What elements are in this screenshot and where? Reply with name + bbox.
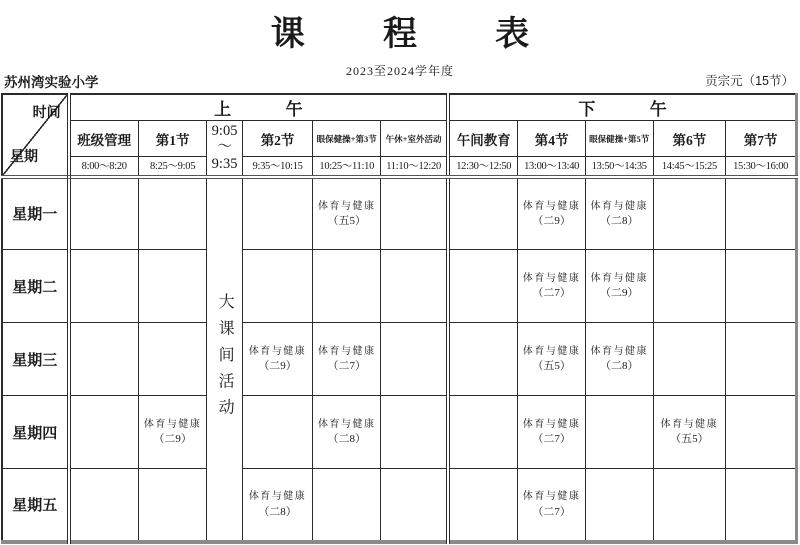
schedule-cell	[726, 396, 797, 469]
lesson-class: （二7）	[532, 505, 571, 518]
schedule-cell	[138, 396, 207, 469]
time-period-6: 14:45～15:25	[653, 157, 726, 177]
lesson-class: （二7）	[327, 360, 366, 373]
schedule-cell	[585, 396, 653, 469]
schedule-cell	[726, 250, 797, 323]
schedule-cell	[242, 177, 313, 250]
lesson-class: （二8）	[599, 215, 639, 228]
session-afternoon: 下午	[448, 94, 796, 121]
schedule-cell	[381, 469, 449, 542]
lesson-class: （二7）	[532, 287, 571, 300]
col-label-eye-exercise-period-3: 眼保健操+第3节	[313, 121, 381, 157]
schedule-cell	[585, 250, 653, 323]
time-period-1: 8:25～9:05	[138, 157, 207, 177]
lesson-class: （五5）	[532, 360, 571, 373]
schedule-cell	[313, 177, 381, 250]
lesson-subject: 体育与健康	[248, 491, 307, 503]
schedule-cell	[448, 323, 518, 396]
session-header-row	[2, 94, 797, 121]
schedule-cell	[585, 177, 653, 250]
corner-time-label: 时间	[32, 106, 61, 121]
schedule-cell	[242, 469, 313, 542]
school-name: 苏州湾实验小学	[4, 75, 99, 90]
schedule-cell	[518, 250, 586, 323]
schedule-cell	[313, 250, 381, 323]
schedule-cell	[138, 250, 207, 323]
schedule-cell	[653, 177, 726, 250]
time-lunch-outdoor: 11:10～12:20	[381, 157, 449, 177]
schedule-cell	[313, 323, 381, 396]
schedule-cell	[69, 396, 139, 469]
col-label-noon-education: 午间教育	[448, 121, 518, 157]
lesson-subject: 体育与健康	[590, 272, 648, 284]
lesson-class: （五5）	[327, 215, 366, 228]
time-eye-exercise-period-3: 10:25～11:10	[313, 157, 381, 177]
schedule-cell	[448, 396, 518, 469]
schedule-cell	[518, 323, 586, 396]
col-label-eye-exercise-period-5: 眼保健操+第5节	[585, 121, 653, 157]
lesson-subject: 体育与健康	[522, 491, 581, 503]
time-period-7: 15:30～16:00	[726, 157, 797, 177]
lesson-subject: 体育与健康	[143, 418, 202, 430]
schedule-cell	[726, 323, 797, 396]
time-noon-education: 12:30～12:50	[448, 157, 518, 177]
schedule-cell	[313, 396, 381, 469]
schedule-cell	[653, 323, 726, 396]
day-label: 星期四	[2, 396, 69, 469]
lesson-subject: 体育与健康	[317, 200, 376, 212]
schedule-cell	[242, 396, 313, 469]
lesson-class: （二8）	[258, 505, 297, 518]
lesson-class: （二9）	[599, 287, 639, 300]
lesson-class: （二9）	[532, 215, 571, 228]
schedule-cell	[138, 469, 207, 542]
day-row-4	[2, 396, 797, 469]
schedule-cell	[653, 396, 726, 469]
schedule-cell	[138, 323, 207, 396]
period-label-row	[2, 121, 797, 157]
day-row-3	[2, 323, 797, 396]
lesson-subject: 体育与健康	[522, 272, 581, 284]
time-period-4: 13:00～13:40	[518, 157, 586, 177]
lesson-class: （五5）	[670, 433, 709, 446]
col-label-period-7: 第7节	[726, 121, 797, 157]
col-label-class-management: 班级管理	[69, 121, 139, 157]
lesson-subject: 体育与健康	[317, 418, 376, 430]
corner-cell	[2, 94, 69, 177]
schedule-cell	[518, 469, 586, 542]
time-class-management: 8:00～8:20	[69, 157, 139, 177]
lesson-class: （二8）	[599, 360, 639, 373]
schedule-cell	[381, 323, 449, 396]
schedule-cell	[313, 469, 381, 542]
timetable	[1, 93, 798, 544]
lesson-class: （二9）	[153, 433, 192, 446]
big-break-time	[207, 121, 242, 177]
schedule-cell	[518, 396, 586, 469]
time-period-2: 9:35～10:15	[242, 157, 313, 177]
corner-week-label: 星期	[10, 149, 38, 165]
big-break-start: 9:05	[211, 122, 238, 139]
col-label-lunch-outdoor: 午休+室外活动	[381, 121, 449, 157]
schedule-body	[2, 177, 797, 542]
time-eye-exercise-period-5: 13:50～14:35	[585, 157, 653, 177]
schedule-cell	[69, 250, 139, 323]
schedule-cell	[69, 177, 139, 250]
col-label-period-6: 第6节	[653, 121, 726, 157]
col-label-period-1: 第1节	[138, 121, 207, 157]
schedule-cell	[242, 323, 313, 396]
schedule-cell	[69, 469, 139, 542]
day-row-1	[2, 177, 797, 250]
teacher-name: 贡宗元（15节）	[705, 74, 794, 88]
day-row-2	[2, 250, 797, 323]
schedule-cell	[381, 177, 449, 250]
lesson-subject: 体育与健康	[522, 418, 581, 430]
academic-year: 2023至2024学年度	[345, 64, 454, 78]
big-break-end: 9:35	[211, 156, 238, 173]
day-label: 星期一	[2, 177, 69, 250]
session-morning: 上午	[69, 94, 449, 121]
big-break-activity-cell	[207, 177, 242, 542]
page-header	[0, 0, 800, 93]
schedule-cell	[242, 250, 313, 323]
col-label-period-4: 第4节	[518, 121, 586, 157]
day-label: 星期二	[2, 250, 69, 323]
schedule-cell	[448, 469, 518, 542]
day-row-5	[2, 469, 797, 542]
lesson-class: （二8）	[327, 433, 366, 446]
schedule-cell	[585, 323, 653, 396]
schedule-cell	[381, 250, 449, 323]
schedule-cell	[69, 323, 139, 396]
lesson-subject: 体育与健康	[590, 345, 648, 357]
lesson-subject: 体育与健康	[317, 345, 376, 357]
day-label: 星期三	[2, 323, 69, 396]
lesson-class: （二7）	[532, 433, 571, 446]
big-break-activity: 大课间活动	[216, 293, 234, 425]
schedule-cell	[585, 469, 653, 542]
col-label-period-2: 第2节	[242, 121, 313, 157]
schedule-cell	[518, 177, 586, 250]
lesson-subject: 体育与健康	[522, 200, 581, 212]
schedule-cell	[726, 469, 797, 542]
lesson-subject: 体育与健康	[248, 345, 307, 357]
meta-row	[0, 71, 800, 91]
schedule-cell	[653, 250, 726, 323]
schedule-cell	[726, 177, 797, 250]
big-break-tilde: ～	[217, 139, 232, 156]
lesson-class: （二9）	[258, 360, 297, 373]
schedule-cell	[653, 469, 726, 542]
schedule-cell	[138, 177, 207, 250]
day-label: 星期五	[2, 469, 69, 542]
schedule-cell	[381, 396, 449, 469]
lesson-subject: 体育与健康	[660, 418, 719, 430]
lesson-subject: 体育与健康	[522, 345, 581, 357]
schedule-cell	[448, 177, 518, 250]
time-row	[2, 157, 797, 177]
page-title: 课程表	[270, 16, 608, 53]
lesson-subject: 体育与健康	[590, 200, 648, 212]
schedule-cell	[448, 250, 518, 323]
